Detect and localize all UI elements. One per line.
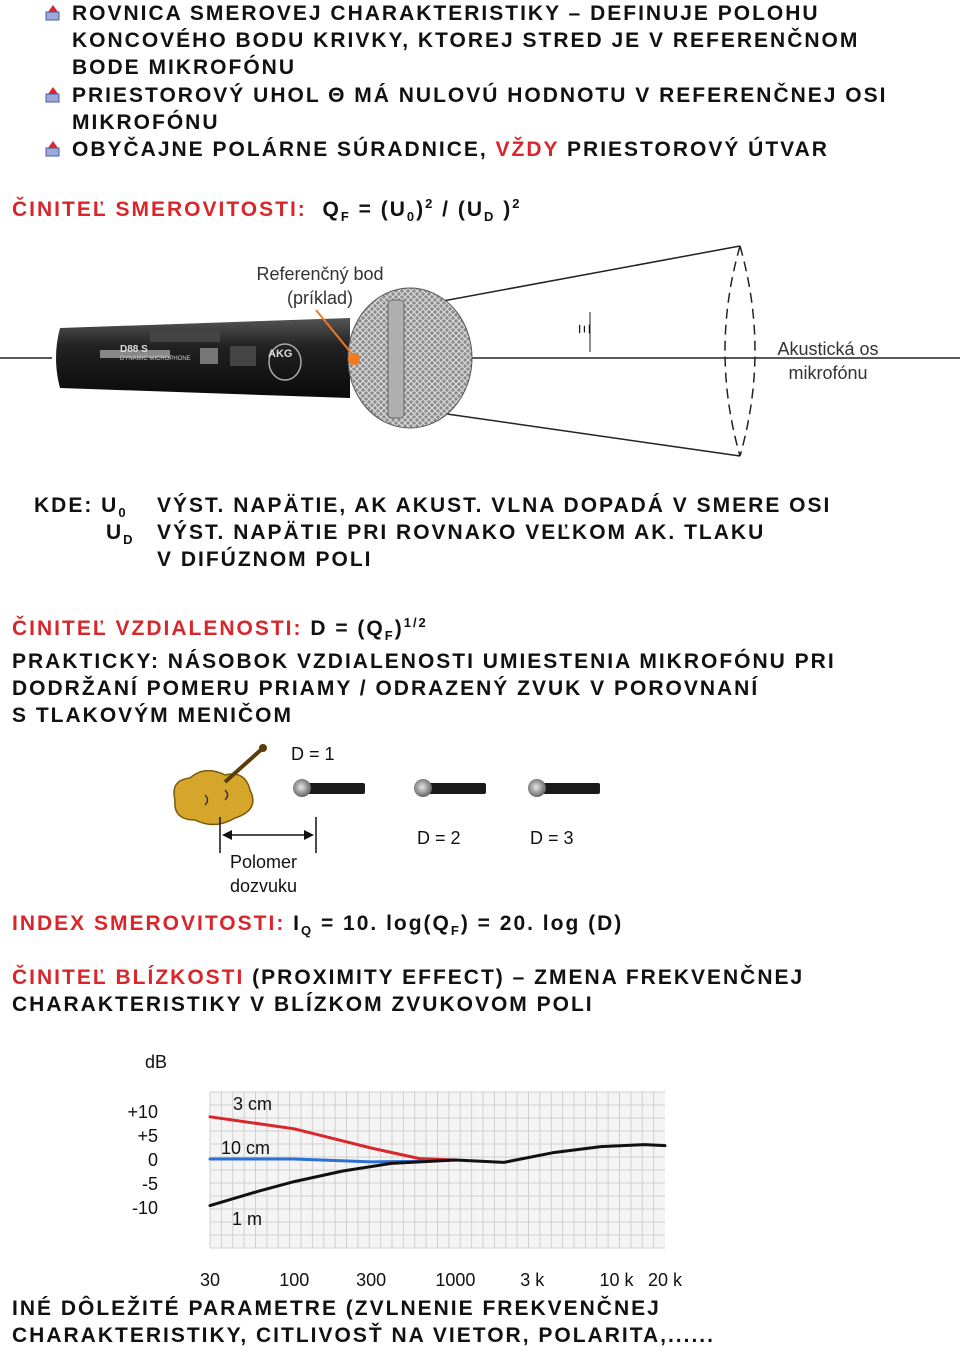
theta-symbol: Ξ [577, 323, 595, 335]
mic-brand-logo: AKG [268, 348, 293, 360]
mic-d1-icon [293, 779, 373, 797]
x-tick-label: 30 [199, 1270, 221, 1290]
y-tick-label: -10 [131, 1198, 158, 1218]
practical-line-3: S TLAKOVÝM MENIČOM [12, 704, 293, 727]
bullet-1-line-2: KONCOVÉHO BODU KRIVKY, KTOREJ STRED JE V REFERENČNOM [72, 29, 860, 52]
bullet-arrow-icon [44, 4, 62, 22]
x-tick-label: 3 k [520, 1270, 545, 1290]
x-tick-label: 1000 [435, 1270, 476, 1290]
d1-label: D = 1 [291, 744, 335, 764]
y-tick-label: 0 [147, 1150, 158, 1170]
practical-line-1: PRAKTICKY: NÁSOBOK VZDIALENOSTI UMIESTENIA MIKROFÓNU PRI [12, 650, 836, 673]
bullet-2-line-2: MIKROFÓNU [72, 111, 220, 134]
footer-line-1: INÉ DÔLEŽITÉ PARAMETRE (ZVLNENIE FREKVENČNEJ [12, 1297, 661, 1320]
mic-d2-icon [414, 779, 494, 797]
y-tick-label: +5 [137, 1126, 158, 1146]
ud-description-2: V DIFÚZNOM POLI [157, 548, 373, 571]
mic-model-text: D88 S [120, 344, 148, 355]
d3-label: D = 3 [530, 828, 574, 848]
mic-body-text: DYNAMIC MICROPHONE [120, 356, 191, 362]
x-tick-label: 10 k [599, 1270, 634, 1290]
u0-description: VÝST. NAPÄTIE, AK AKUST. VLNA DOPADÁ V SMERE OSI [157, 494, 832, 517]
x-tick-label: 300 [356, 1270, 387, 1290]
bullet-3: OBYČAJNE POLÁRNE SÚRADNICE, VŽDY PRIESTOROVÝ ÚTVAR [72, 138, 829, 161]
bullet-1-line-3: BODE MIKROFÓNU [72, 56, 296, 79]
footer-line-2: CHARAKTERISTIKY, CITLIVOSŤ NA VIETOR, POLARITA,...... [12, 1324, 715, 1347]
x-tick-label: 20 k [647, 1270, 683, 1290]
practical-line-2: DODRŽANÍ POMERU PRIAMY / ODRAZENÝ ZVUK V POROVNANÍ [12, 677, 760, 700]
mic-d3-icon [528, 779, 608, 797]
proximity-heading-line-2: CHARAKTERISTIKY V BLÍZKOM ZVUKOVOM POLI [12, 993, 594, 1016]
where-u0-label: KDE: $U_0$ [34, 494, 128, 521]
reference-point-label: Referenčný bod (príklad) [256, 264, 384, 308]
bullet-1-line-1: ROVNICA SMEROVEJ CHARAKTERISTIKY – DEFINUJE POLOHU [72, 2, 820, 25]
reverb-radius-label: Polomer dozvuku [230, 852, 298, 896]
series-label: 1 m [232, 1209, 263, 1229]
d2-label: D = 2 [417, 828, 461, 848]
ud-label: $U_D$ [106, 521, 135, 548]
y-axis-label: dB [145, 1052, 168, 1072]
distance-factor-heading: ČINITEĽ VZDIALENOSTI: $D = (Q_F)^{1/2}$ [12, 615, 428, 644]
bullet-2-line-1: PRIESTOROVÝ UHOL Θ MÁ NULOVÚ HODNOTU V REFERENČNEJ OSI [72, 84, 888, 107]
ud-description-1: VÝST. NAPÄTIE PRI ROVNAKO VEĽKOM AK. TLAKU [157, 521, 766, 544]
proximity-chart [0, 1040, 960, 1300]
bullet-arrow-icon [44, 140, 62, 158]
directivity-factor-heading: ČINITEĽ SMEROVITOSTI: $Q_F = (U_0)^2 / (U_D$ )$^2$ [12, 196, 522, 225]
proximity-heading-line-1: ČINITEĽ BLÍZKOSTI (PROXIMITY EFFECT) – ZMENA FREKVENČNEJ [12, 966, 805, 989]
y-tick-label: -5 [141, 1174, 158, 1194]
bullet-arrow-icon [44, 86, 62, 104]
series-label: 10 cm [221, 1138, 271, 1158]
reverb-radius-arrow [210, 815, 330, 855]
directivity-index-heading: INDEX SMEROVITOSTI: $I_Q = 10$. $\log(Q_F) = 20$. log (D) [12, 912, 624, 939]
acoustic-axis-label: Akustická os mikrofónu [777, 339, 879, 383]
y-tick-label: +10 [127, 1102, 158, 1122]
x-tick-label: 100 [279, 1270, 310, 1290]
series-label: 3 cm [233, 1094, 273, 1114]
